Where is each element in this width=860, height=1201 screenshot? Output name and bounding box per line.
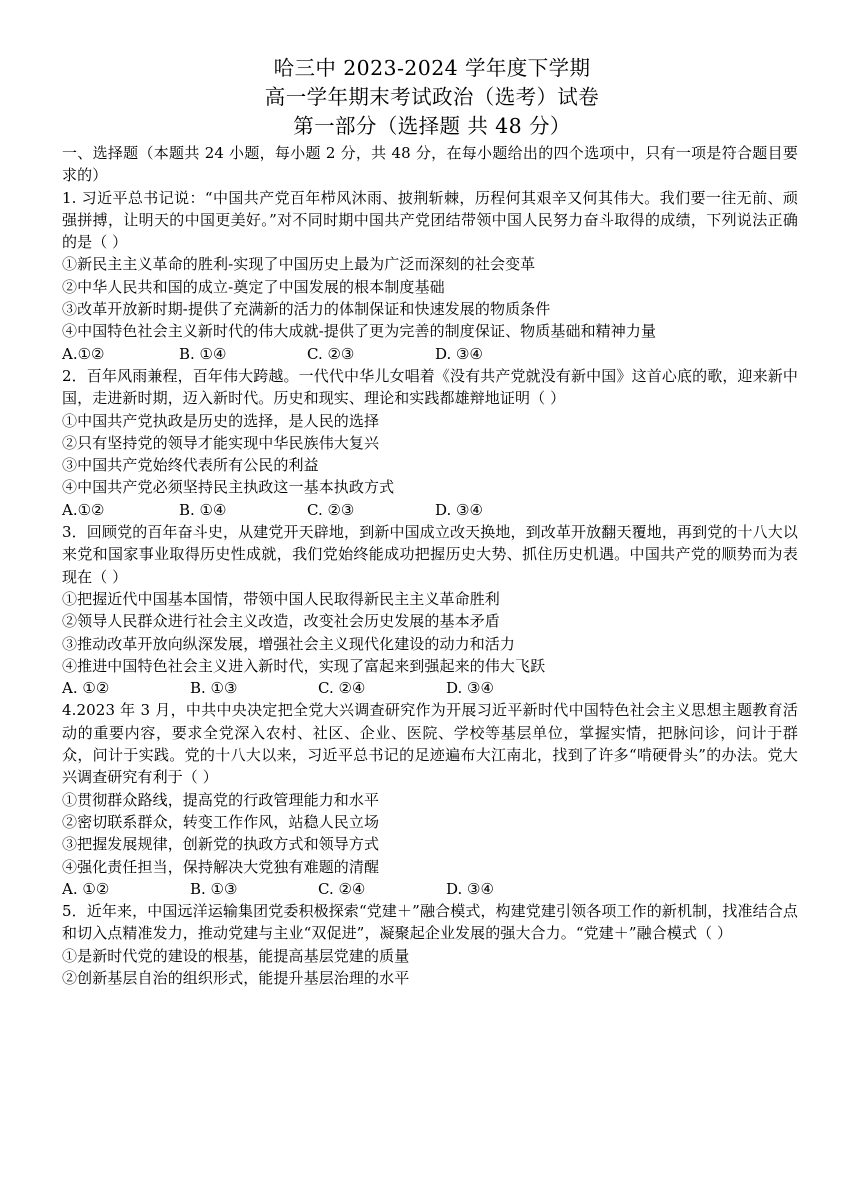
- question-4: [62, 699, 798, 900]
- choice-b: B. ①④: [179, 344, 227, 363]
- question-1: [62, 187, 798, 365]
- question-3: [62, 521, 798, 699]
- question-2: [62, 365, 798, 521]
- question-stem: 4.2023 年 3 月，中共中央决定把全党大兴调查研究作为开展习近平新时代中国特色社会主义思想主题教育活动的重要内容，要求全党深入农村、社区、企业、医院、学校等基层单位，掌握实情，把脉问诊，问计于群众，问计于实践。党的十八大以来，习近平总书记的足迹遍布大江南北，找到了许多“啃硬骨头”的办法。党大兴调查研究有利于（ ）: [62, 701, 798, 787]
- question-option: ①中国共产党执政是历史的选择，是人民的选择: [62, 411, 380, 430]
- exam-part-title: 第一部分（选择题 共 48 分）: [293, 114, 571, 138]
- question-option: ①是新时代党的建设的根基，能提高基层党建的质量: [62, 946, 410, 965]
- choice-b: B. ①④: [179, 500, 227, 519]
- question-stem: 5．近年来，中国远洋运输集团党委积极探索“党建＋”融合模式，构建党建引领各项工作的新机制，找准结合点和切入点精准发力，推动党建与主业“双促进”，凝聚起企业发展的强大合力。“党建＋”融合模式（ ）: [62, 902, 798, 943]
- question-option: ①贯彻群众路线，提高党的行政管理能力和水平: [62, 790, 380, 809]
- question-option: ③把握发展规律，创新党的执政方式和领导方式: [62, 835, 380, 854]
- question-option: ④推进中国特色社会主义进入新时代，实现了富起来到强起来的伟大飞跃: [62, 656, 546, 675]
- choice-b: B. ①③: [190, 679, 238, 698]
- answer-choices: [62, 878, 798, 900]
- choice-d: D. ③④: [446, 679, 494, 698]
- question-option: ①把握近代中国基本国情，带领中国人民取得新民主主义革命胜利: [62, 589, 500, 608]
- question-option: ②创新基层自治的组织形式，能提升基层治理的水平: [62, 968, 410, 987]
- choice-d: D. ③④: [446, 879, 494, 898]
- question-stem: 2．百年风雨兼程，百年伟大跨越。一代代中华儿女唱着《没有共产党就没有新中国》这首心底的歌，迎来新中国，走进新时期，迈入新时代。历史和现实、理论和实践都雄辩地证明（ ）: [62, 366, 798, 408]
- question-option: ②中华人民共和国的成立-奠定了中国发展的根本制度基础: [62, 277, 445, 296]
- question-stem: 3．回顾党的百年奋斗史，从建党开天辟地，到新中国成立改天换地，到改革开放翻天覆地，再到党的十八大以来党和国家事业取得历史性成就，我们党始终能成功把握历史大势、抓住历史机遇。中国共产党的顺势而为表现在（ ）: [62, 523, 798, 586]
- choice-b: B. ①③: [190, 879, 238, 898]
- question-option: ④中国共产党必须坚持民主执政这一基本执政方式: [62, 478, 395, 497]
- question-option: ①新民主主义革命的胜利-实现了中国历史上最为广泛而深刻的社会变革: [62, 255, 536, 274]
- question-option: ②密切联系群众，转变工作作风，站稳人民立场: [62, 812, 380, 831]
- question-option: ②领导人民群众进行社会主义改造，改变社会历史发展的基本矛盾: [62, 612, 500, 631]
- question-stem: 1. 习近平总书记说：“中国共产党百年栉风沐雨、披荆斩棘，历程何其艰辛又何其伟大。我们要一往无前、顽强拼搏，让明天的中国更美好。”对不同时期中国共产党团结带领中国人民努力奋斗取得的成绩，下列说法正确的是（ ）: [62, 188, 798, 252]
- question-option: ③推动改革开放向纵深发展，增强社会主义现代化建设的动力和活力: [62, 634, 516, 653]
- question-option: ③改革开放新时期-提供了充满新的活力的体制保证和快速发展的物质条件: [62, 300, 551, 319]
- exam-title-subject: 高一学年期末考试政治（选考）试卷: [264, 85, 600, 109]
- choice-c: C. ②③: [307, 500, 355, 519]
- choice-c: C. ②④: [318, 879, 366, 898]
- exam-page: [62, 54, 798, 989]
- question-option: ④强化责任担当，保持解决大党独有难题的清醒: [62, 857, 380, 876]
- exam-title-school: 哈三中 2023-2024 学年度下学期: [273, 56, 591, 80]
- choice-d: D. ③④: [435, 500, 483, 519]
- question-option: ③中国共产党始终代表所有公民的利益: [62, 456, 319, 475]
- question-option: ④中国特色社会主义新时代的伟大成就-提供了更为完善的制度保证、物质基础和精神力量: [62, 322, 657, 341]
- question-option: ②只有坚持党的领导才能实现中华民族伟大复兴: [62, 433, 380, 452]
- choice-a: A. ①②: [62, 879, 110, 898]
- answer-choices: [62, 343, 798, 365]
- choice-c: C. ②③: [307, 344, 355, 363]
- choice-a: A.①②: [62, 344, 105, 363]
- choice-d: D. ③④: [435, 344, 483, 363]
- answer-choices: [62, 499, 798, 521]
- choice-c: C. ②④: [318, 679, 366, 698]
- choice-a: A. ①②: [62, 679, 110, 698]
- question-5: [62, 900, 798, 989]
- section-instructions: 一、选择题（本题共 24 小题，每小题 2 分，共 48 分，在每小题给出的四个选项中，只有一项是符合题目要求的）: [62, 144, 798, 185]
- choice-a: A.①②: [62, 500, 105, 519]
- answer-choices: [62, 677, 798, 699]
